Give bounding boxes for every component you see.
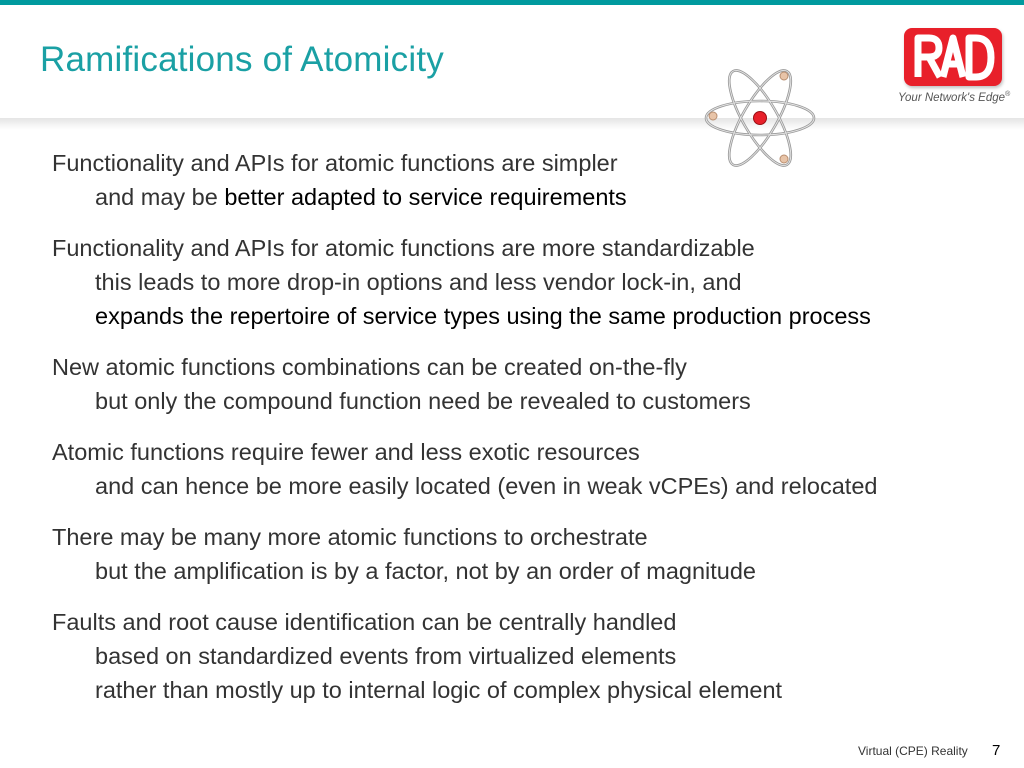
bullet-main-text: Functionality and APIs for atomic functions are more standardizable [52,235,755,261]
bullet-main-text: Atomic functions require fewer and less exotic resources [52,439,640,465]
bullet-item [52,231,992,333]
bullet-main-text: New atomic functions combinations can be created on-the-fly [52,354,687,380]
bullet-sub-text: rather than mostly up to internal logic of complex physical element [95,677,783,703]
page-number: 7 [992,742,1001,759]
bullet-sub-emphasis-text: expands the repertoire of service types using the same production process [95,303,871,329]
bullet-main-text: There may be many more atomic functions to orchestrate [52,524,648,550]
bullet-item [52,435,992,503]
bullet-item [52,520,992,588]
bullet-sub-text: and can hence be more easily located (even in weak vCPEs) and relocated [95,473,878,499]
bullet-sub-text: and may be better adapted to service requirements [95,184,627,210]
bullet-sub-text: but only the compound function need be revealed to customers [95,388,751,414]
emphasis-text: better adapted to service requirements [224,184,627,210]
bullet-main-text: Faults and root cause identification can be centrally handled [52,609,677,635]
bullet-item [52,350,992,418]
bullet-item [52,605,992,707]
footer-label: Virtual (CPE) Reality [858,744,968,758]
logo-mark [904,28,1002,86]
bullet-item [52,146,992,214]
bullet-main-text: Functionality and APIs for atomic functions are simpler [52,150,618,176]
rad-logo-letters [904,28,1002,86]
bullet-sub-text: this leads to more drop-in options and less vendor lock-in, and [95,269,742,295]
rad-logo [898,28,1016,110]
bullet-sub-text: based on standardized events from virtualized elements [95,643,677,669]
top-accent-bar [0,0,1024,5]
bullet-sub-text: but the amplification is by a factor, not by an order of magnitude [95,558,756,584]
bullet-list [52,146,992,724]
slide-title: Ramifications of Atomicity [40,40,444,79]
logo-tagline: Your Network's Edge® [898,91,1011,104]
header-divider [0,118,1024,130]
